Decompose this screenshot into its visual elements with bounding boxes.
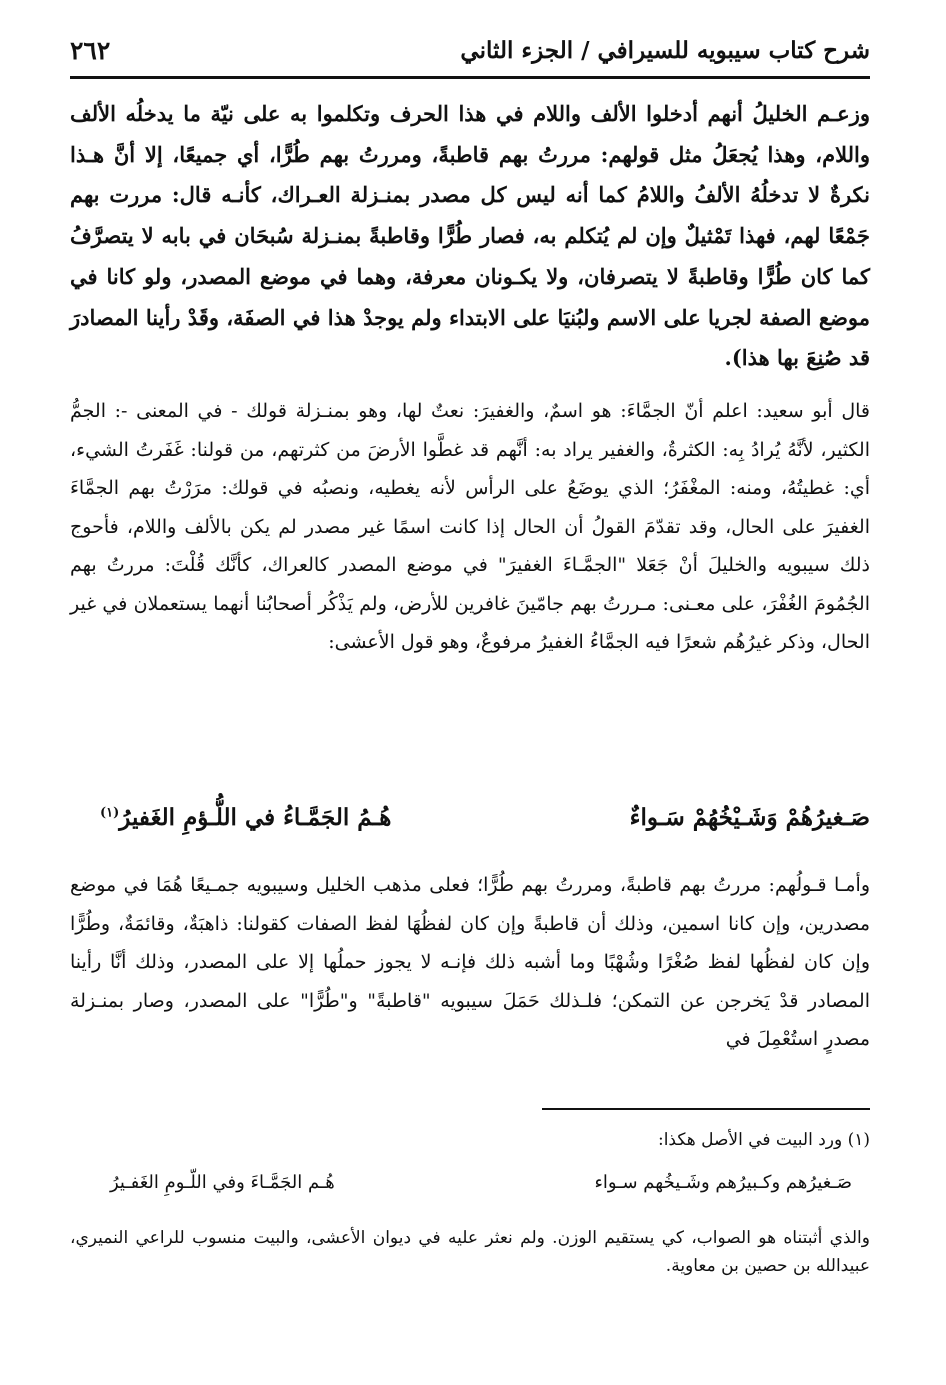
main-text (70, 94, 870, 662)
footnote-note: والذي أثبتناه هو الصواب، كي يستقيم الوزن. ولم نعثر عليه في ديوان الأعشى، والبيت منسوب للراعي النميري، عبيدالله بن حصين بن معاوية. (70, 1228, 870, 1276)
verse-first-hemistich: صَـغيرُهُمْ وَشَـيْخُهُمْ سَـواءٌ (629, 803, 870, 831)
running-title: شرح كتاب سيبويه للسيرافي / الجزء الثاني (460, 36, 870, 64)
footnotes-section (70, 1126, 870, 1280)
paragraph-commentary: قال أبو سعيد: اعلم أنّ الجمَّاءَ: هو اسمٌ، والغفيرَ: نعتٌ لها، وهو بمنـزلة قولك - في المعنى -: الجمُّ الكثير، لأنَّهُ يُرادُ بِه: الكثرةُ، والغفير يراد به: أنَّهم قد غطَّوا الأرضَ من كثرتهم، من قولنا: غَفَرتُ الشيء، أي: غطيتُهُ، ومنه: المغْفَرُ؛ الذي يوضَعُ على الرأس لأنه يغطيه، ونصبُه في قولك: مرَرْتُ بهم الجمَّاءَ الغفيرَ على الحال، وقد تقدّمَ القولُ أن الحال إذا كانت اسمًا غير مصدر لم يكن بالألف واللام، فأحوج ذلك سيبويه والخليلَ أنْ جَعَلا "الجمَّـاءَ الغفيرَ" في موضع المصدر كالعراك، كأنَّك قُلْتَ: مررتُ بهم الجُمُومَ الغُفْرَ، على معـنى: مـررتُ بهم جامّينَ غافرين للأرض، ولم يَذْكُر أصحابُنا أنهما يستعملان في غير الحال، وذكر غيرُهُم شعرًا فيه الجمَّاءُ الغفيرُ مرفوعٌ، وهو قول الأعشى: (70, 399, 870, 654)
verse-second-hemistich (100, 804, 391, 831)
verse-second-text: هُـمُ الجَمَّـاءُ في اللُّـؤمِ الغَفيرُ (119, 803, 392, 831)
footnote-intro: (١) ورد البيت في الأصل هكذا: (657, 1130, 870, 1150)
paragraph-quoted-text: وزعـم الخليلُ أنهم أدخلوا الألف واللام في هذا الحرف وتكلموا به على نيّة ما يدخلُه الألف واللام، وهذا يُجعَلُ مثل قولهم: مررتُ بهم قاطبةً، ومررتُ بهم طُرًّا، أي جميعًا، إلا أنَّ هـذا نكرةٌ لا تدخلُهُ الألفُ واللامُ كما أنه ليس كل مصدر بمنـزلة العـراك، كأنـه قال: مررت بهم جَمْعًا لهم، فهذا تَمْثيلٌ وإن لم يُتكلم به، فصار طُرًّا وقاطبةً بمنـزلة سُبحَان في بابه لا يتصرَّفُ كما كان طُرًّا وقاطبةً لا يتصرفان، ولا يكـونان معرفة، وهما في موضع المصدر، ولو كانا في موضع الصفة لجريا على الاسم ولبُنيَا على الابتداء ولم يوجدْ هذا في الصفَة، وقَدْ رأينا المصادرَ قد صُنِعَ بها هذا). (70, 101, 870, 371)
page-header (70, 28, 870, 72)
page-number: ٢٦٢ (70, 35, 111, 65)
footnote-marker[interactable]: (١) (100, 804, 120, 820)
footnote-divider (542, 1108, 870, 1110)
poetry-verse (70, 795, 870, 839)
footnote-verse (70, 1162, 870, 1202)
paragraph-continuation: وأمـا قـولُهم: مررتُ بهم قاطبةً، ومررتُ بهم طُرًّا؛ فعلى مذهب الخليل وسيبويه جمـيعًا هُمَا في موضع مصدرين، وإن كانا اسمين، وذلك أن قاطبةً وإن كان لفظُهَا لفظ الصفات كقولنا: ذاهبَةٌ، وقائمَةٌ، وطُرًّا وإن كان لفظُها لفظ صُغْرًا وشُهْبًا وما أشبه ذلك فإنـه لا يجوز حملُها إلا على المصدر، وذلك أنَّا رأينا المصادر قدْ يَخرجن عن التمكن؛ فلـذلك حَمَلَ سيبويه "قاطبةً" و"طُرًّا" على المصدر، وصار بمنـزلة مصدرٍ استُعْمِلَ في (70, 874, 870, 1051)
footnote-verse-first: صَـغيرُهم وكـبيرُهم وشَـيخُهم سـواء (594, 1171, 852, 1193)
header-divider (70, 76, 870, 79)
footnote-verse-second: هُـم الجَمَّـاءَ وفي اللّـومِ الغَفـيرُ (110, 1171, 335, 1193)
